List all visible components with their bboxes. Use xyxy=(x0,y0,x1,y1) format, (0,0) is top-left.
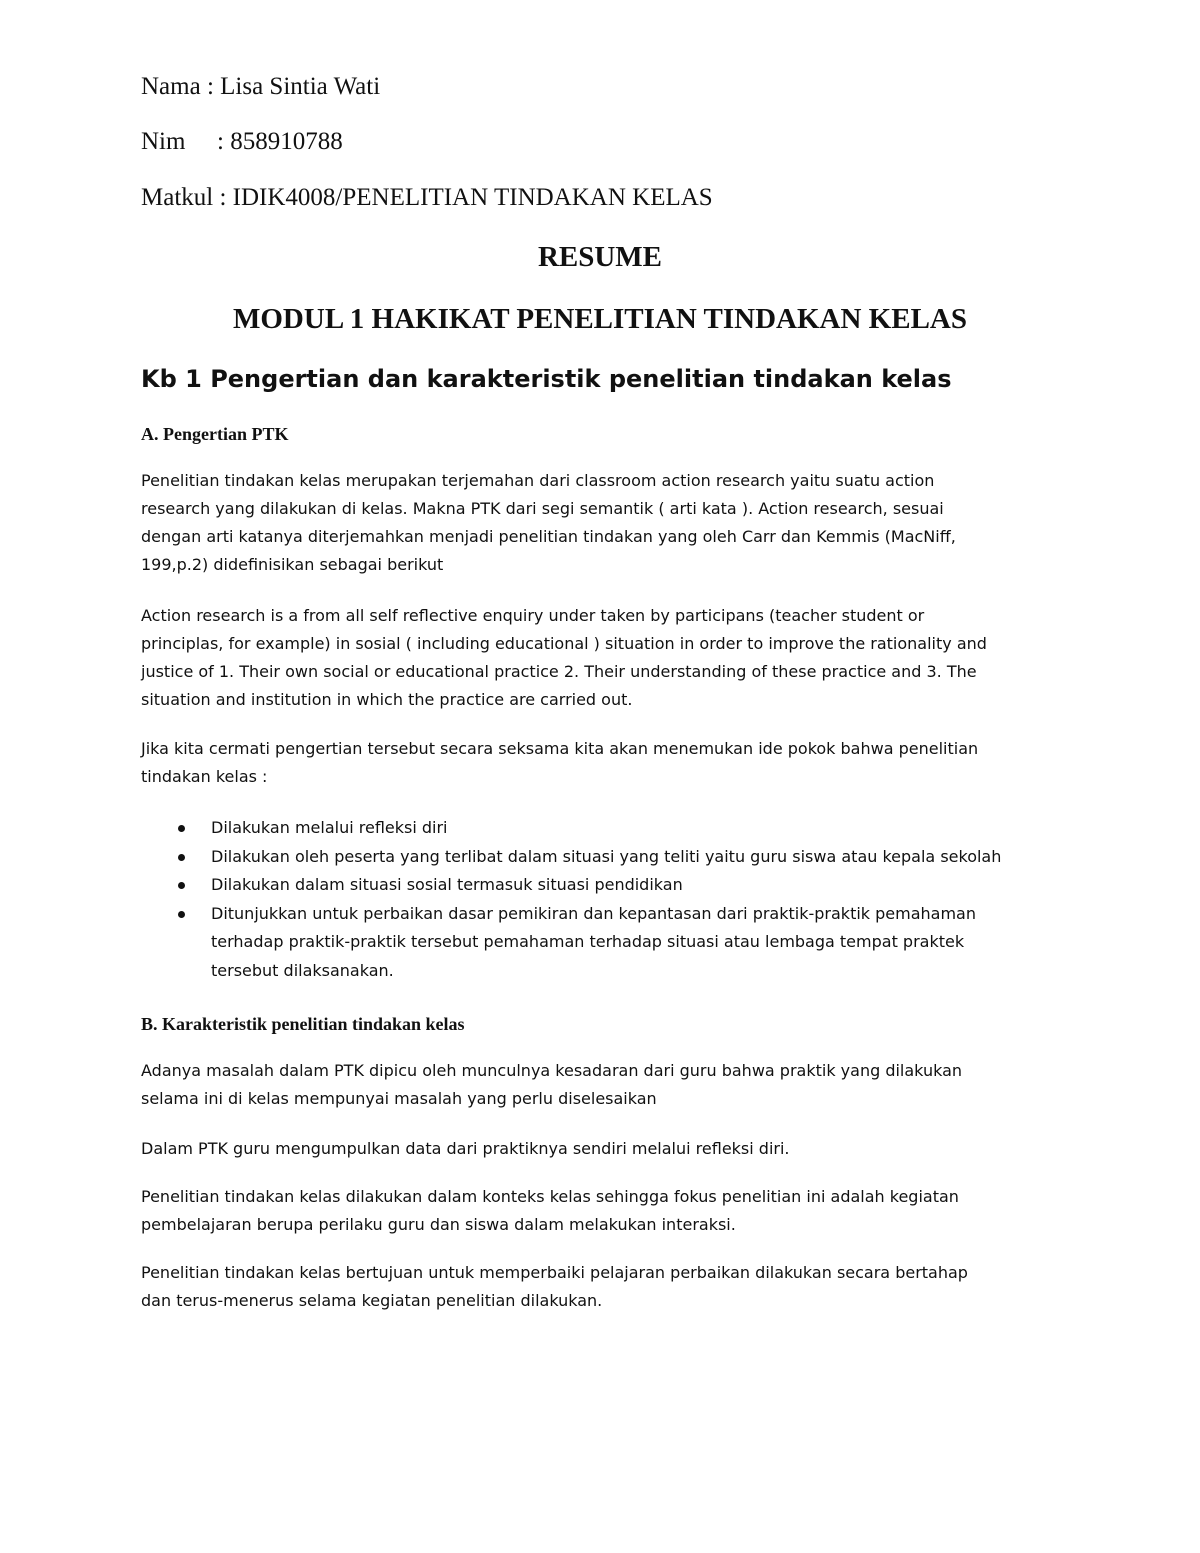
text-line: situation and institution in which the practice are carried out. xyxy=(141,690,633,709)
text-line: Penelitian tindakan kelas dilakukan dalam konteks kelas sehingga fokus penelitian ini adalah kegiatan xyxy=(141,1187,959,1206)
course-name: Matkul : IDIK4008/PENELITIAN TINDAKAN KELAS xyxy=(141,184,713,211)
nim-label: Nim xyxy=(141,128,186,155)
text-line: research yang dilakukan di kelas. Makna PTK dari segi semantik ( arti kata ). Action research, sesuai xyxy=(141,499,944,518)
document-title: RESUME xyxy=(537,241,663,273)
section-b-paragraph-4 xyxy=(141,1259,1066,1315)
text-line: terhadap praktik-praktik tersebut pemahaman terhadap situasi atau lembaga tempat praktek xyxy=(211,932,965,951)
module-title: MODUL 1 HAKIKAT PENELITIAN TINDAKAN KELAS xyxy=(233,303,967,335)
section-a-paragraph-3 xyxy=(141,735,1066,791)
text-line: Adanya masalah dalam PTK dipicu oleh munculnya kesadaran dari guru bahwa praktik yang dilakukan xyxy=(141,1061,963,1080)
section-b-paragraph-1 xyxy=(141,1057,1066,1113)
list-item xyxy=(141,843,1081,872)
text-line: 199,p.2) didefinisikan sebagai berikut xyxy=(141,555,444,574)
text-line: tindakan kelas : xyxy=(141,767,268,786)
student-nim xyxy=(141,127,343,157)
text-line: Dilakukan dalam situasi sosial termasuk situasi pendidikan xyxy=(211,875,683,894)
text-line: Dilakukan melalui refleksi diri xyxy=(211,818,448,837)
kb-heading: Kb 1 Pengertian dan karakteristik penelitian tindakan kelas xyxy=(141,365,952,393)
text-line: Dalam PTK guru mengumpulkan data dari praktiknya sendiri melalui refleksi diri. xyxy=(141,1139,790,1158)
text-line: Penelitian tindakan kelas merupakan terjemahan dari classroom action research yaitu suatu action xyxy=(141,471,935,490)
text-line: pembelajaran berupa perilaku guru dan siswa dalam melakukan interaksi. xyxy=(141,1215,736,1234)
bullet-icon xyxy=(178,911,185,918)
bullet-icon xyxy=(178,854,185,861)
list-item xyxy=(141,900,1081,986)
section-a-paragraph-2 xyxy=(141,602,1066,714)
section-b-paragraph-3 xyxy=(141,1183,1066,1239)
characteristics-list xyxy=(141,814,1081,985)
text-line: justice of 1. Their own social or educational practice 2. Their understanding of these practice and 3. The xyxy=(141,662,977,681)
nim-value: : 858910788 xyxy=(217,128,343,155)
text-line: Action research is a from all self reflective enquiry under taken by participans (teacher student or xyxy=(141,606,925,625)
text-line: selama ini di kelas mempunyai masalah yang perlu diselesaikan xyxy=(141,1089,657,1108)
text-line: Ditunjukkan untuk perbaikan dasar pemikiran dan kepantasan dari praktik-praktik pemahaman xyxy=(211,903,976,923)
text-line: principlas, for example) in sosial ( including educational ) situation in order to improve the rationality and xyxy=(141,634,987,653)
section-a-heading: A. Pengertian PTK xyxy=(141,424,289,444)
list-item xyxy=(141,814,1081,843)
list-item xyxy=(141,871,1081,900)
section-a-paragraph-1 xyxy=(141,467,1066,579)
text-line: Dilakukan oleh peserta yang terlibat dalam situasi yang teliti yaitu guru siswa atau kepala sekolah xyxy=(211,846,1002,866)
section-b-heading: B. Karakteristik penelitian tindakan kelas xyxy=(141,1014,465,1034)
bullet-icon xyxy=(178,825,185,832)
text-line: dan terus-menerus selama kegiatan penelitian dilakukan. xyxy=(141,1291,603,1310)
text-line: Penelitian tindakan kelas bertujuan untuk memperbaiki pelajaran perbaikan dilakukan secara bertahap xyxy=(141,1263,968,1282)
text-line: dengan arti katanya diterjemahkan menjadi penelitian tindakan yang oleh Carr dan Kemmis (MacNiff, xyxy=(141,527,956,546)
text-line: tersebut dilaksanakan. xyxy=(211,960,394,980)
text-line: Jika kita cermati pengertian tersebut secara seksama kita akan menemukan ide pokok bahwa penelitian xyxy=(141,739,979,758)
student-name: Nama : Lisa Sintia Wati xyxy=(141,73,381,100)
section-b-paragraph-2 xyxy=(141,1135,1066,1163)
bullet-icon xyxy=(178,882,185,889)
